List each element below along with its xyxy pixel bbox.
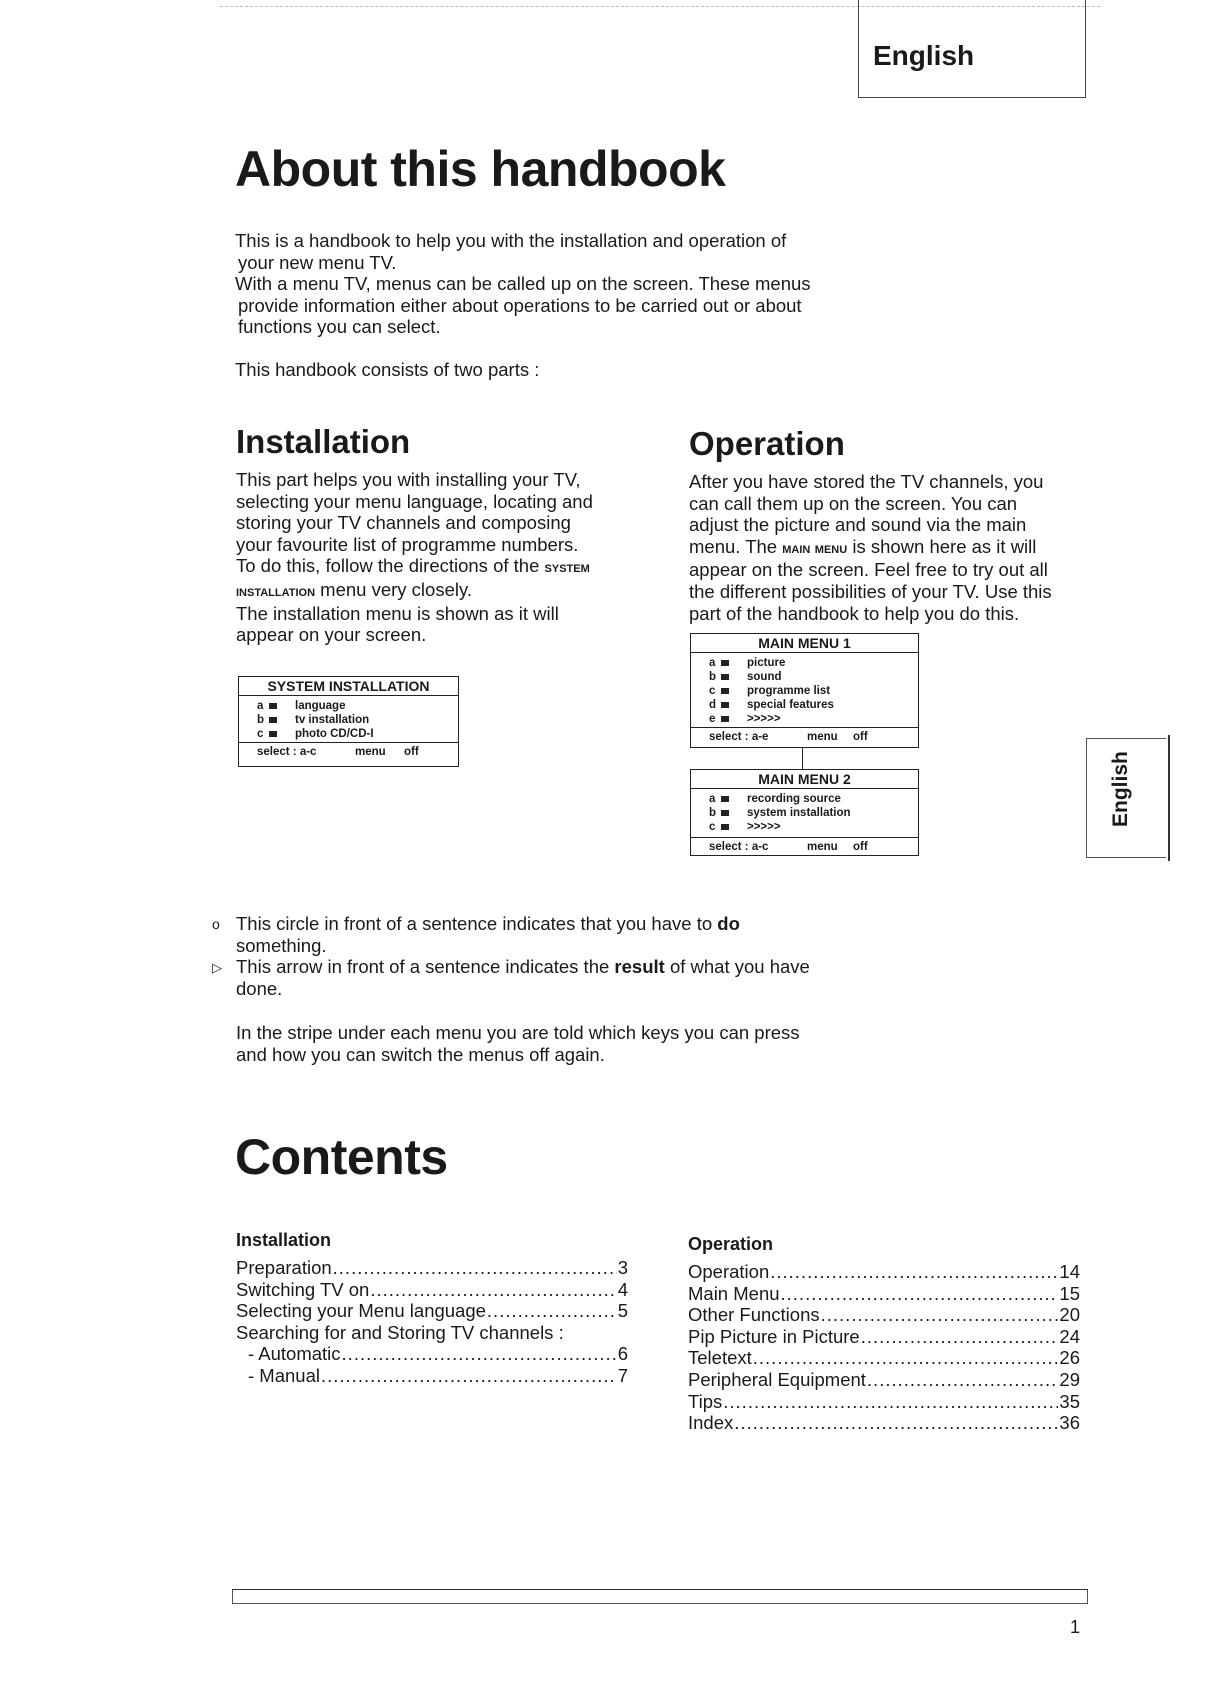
contents-operation — [688, 1234, 1080, 1434]
bullet-square-icon — [721, 796, 729, 802]
operation-line4-text: menu. The — [689, 535, 778, 557]
installation-line — [236, 555, 656, 579]
toc-entry-page: 15 — [1059, 1282, 1080, 1304]
circle-note-bold: do — [717, 913, 740, 934]
toc-entry-page: 24 — [1059, 1325, 1080, 1347]
toc-entry-label: Teletext — [688, 1347, 752, 1369]
arrow-note — [212, 956, 872, 999]
toc-entry-page: 36 — [1059, 1412, 1080, 1434]
toc-entry-page: 3 — [617, 1257, 628, 1278]
menu-item-key: b — [709, 807, 717, 819]
toc-entry-page: 29 — [1059, 1368, 1080, 1390]
installation-heading: Installation — [236, 423, 411, 460]
menu-item-key: b — [709, 671, 717, 683]
toc-leader — [487, 1300, 617, 1322]
menu-items — [691, 653, 918, 727]
toc-entry[interactable] — [688, 1304, 1080, 1326]
installation-keyword: installation — [236, 582, 316, 600]
operation-line — [689, 536, 1109, 560]
installation-line: This part helps you with installing your TV, — [236, 469, 581, 490]
arrow-note-rest: of what you have — [669, 956, 810, 977]
toc-entry-page: 35 — [1059, 1390, 1080, 1412]
toc-leader — [821, 1304, 1059, 1326]
circle-note — [212, 913, 872, 956]
operation-line: appear on the screen. Feel free to try out all — [689, 559, 1048, 581]
menu-footer-select: select : a-c — [257, 746, 317, 758]
toc-entry-label: Other Functions — [688, 1304, 820, 1326]
toc-entry-label: - Manual — [248, 1364, 320, 1386]
menu-items — [239, 696, 458, 742]
intro-paragraph — [235, 230, 855, 338]
toc-leader — [753, 1347, 1059, 1369]
toc-leader — [342, 1343, 617, 1365]
toc-leader — [321, 1365, 617, 1387]
system-keyword: system — [544, 559, 590, 577]
menu-footer — [239, 742, 458, 761]
menu-title: MAIN MENU 1 — [691, 634, 918, 653]
toc-entry[interactable] — [236, 1343, 628, 1365]
toc-entry-label: Selecting your Menu language — [236, 1300, 486, 1322]
page-number: 1 — [1070, 1617, 1081, 1637]
circle-icon: o — [212, 916, 220, 932]
toc-entry[interactable] — [688, 1347, 1080, 1369]
menu-item-key: c — [709, 685, 716, 697]
menu-item — [691, 684, 918, 698]
arrow-note-text: This arrow in front of a sentence indicates the — [236, 956, 610, 977]
toc-entry-page: 20 — [1059, 1304, 1080, 1326]
toc-entry-label: Tips — [688, 1390, 723, 1412]
main-menu-2 — [690, 769, 919, 856]
bullet-square-icon — [721, 716, 729, 722]
menu-title: SYSTEM INSTALLATION — [239, 677, 458, 696]
toc-leader — [723, 1391, 1058, 1413]
bullet-square-icon — [721, 810, 729, 816]
menu-footer-select: select : a-e — [709, 731, 769, 743]
menu-item-key: a — [709, 793, 716, 805]
bullet-square-icon — [721, 824, 729, 830]
operation-line4-rest: is shown here as it will — [852, 535, 1037, 557]
toc-entry-label: Main Menu — [688, 1282, 780, 1304]
stripe-note-line: In the stripe under each menu you are told which keys you can press — [236, 1022, 800, 1043]
system-installation-menu — [238, 676, 459, 767]
toc-leader — [770, 1261, 1058, 1283]
arrow-note-bold: result — [614, 956, 665, 977]
intro-line: provide information either about operations to be carried out or about — [238, 294, 802, 316]
bullet-square-icon — [721, 674, 729, 680]
toc-entry[interactable] — [688, 1283, 1080, 1305]
bullet-square-icon — [721, 702, 729, 708]
menu-item — [239, 727, 458, 741]
circle-note-text: This circle in front of a sentence indicates that you have to — [236, 913, 713, 934]
arrow-note-line1 — [236, 956, 872, 978]
menu-item-key: b — [257, 714, 265, 726]
menu-item-label: system installation — [747, 807, 851, 819]
side-language-tab — [1086, 738, 1166, 858]
toc-entry[interactable] — [236, 1300, 628, 1322]
toc-entry-page: 5 — [617, 1300, 628, 1322]
operation-heading: Operation — [689, 425, 845, 462]
menu-footer-off: off — [853, 731, 868, 743]
parts-line: This handbook consists of two parts : — [235, 359, 540, 380]
menu-footer-off: off — [853, 841, 868, 853]
toc-entry[interactable] — [236, 1365, 628, 1387]
toc-leader — [781, 1283, 1059, 1305]
operation-paragraph — [689, 471, 1109, 624]
main-menu-1 — [690, 633, 919, 748]
toc-entry-page: 26 — [1059, 1347, 1080, 1369]
language-tab-label: English — [873, 40, 975, 71]
toc-entry-label: Index — [688, 1412, 734, 1434]
toc-entry-page: 6 — [617, 1343, 628, 1365]
main-menu-keyword: main menu — [782, 539, 848, 557]
installation-line6-text: menu very closely. — [320, 578, 472, 600]
stripe-note-line: and how you can switch the menus off again. — [236, 1043, 605, 1065]
intro-line: With a menu TV, menus can be called up on the screen. These menus — [235, 273, 811, 295]
circle-note-line2: something. — [236, 934, 327, 956]
side-tab-label: English — [1109, 751, 1132, 827]
menu-item — [691, 820, 918, 834]
stripe-note — [236, 1022, 896, 1065]
arrow-note-line2: done. — [236, 977, 283, 999]
toc-leader — [867, 1369, 1059, 1391]
menu-footer-menu: menu — [807, 731, 838, 743]
menu-item-key: d — [709, 699, 717, 711]
toc-subheading-label: Searching for and Storing TV channels : — [236, 1321, 564, 1343]
contents-title: Contents — [235, 1129, 448, 1185]
toc-entry-label: Peripheral Equipment — [688, 1368, 866, 1390]
toc-entry[interactable] — [688, 1326, 1080, 1348]
menu-item-label: >>>>> — [747, 713, 781, 725]
installation-line: storing your TV channels and composing — [236, 512, 571, 534]
operation-line: can call them up on the screen. You can — [689, 492, 1018, 514]
toc-subheading — [236, 1322, 628, 1344]
toc-entry-label: Switching TV on — [236, 1278, 370, 1300]
operation-line: adjust the picture and sound via the main — [689, 514, 1027, 536]
menu-title: MAIN MENU 2 — [691, 770, 918, 789]
menu-item-label: tv installation — [295, 714, 370, 726]
language-tab — [858, 0, 1086, 98]
toc-entry-label: Operation — [688, 1261, 770, 1282]
toc-leader — [734, 1412, 1058, 1434]
toc-entry-label: Pip Picture in Picture — [688, 1325, 860, 1347]
installation-line: The installation menu is shown as it will — [236, 602, 559, 624]
menu-footer — [691, 837, 918, 856]
toc-entry[interactable] — [688, 1369, 1080, 1391]
toc-leader — [861, 1326, 1059, 1348]
intro-line: This is a handbook to help you with the installation and operation of — [235, 230, 787, 251]
bullet-square-icon — [721, 688, 729, 694]
contents-installation — [236, 1230, 628, 1387]
menu-item-label: programme list — [747, 685, 831, 697]
menu-item — [691, 792, 918, 806]
menu-item-label: picture — [747, 657, 786, 669]
circle-note-line1 — [236, 913, 872, 935]
menu-item-label: >>>>> — [747, 821, 781, 833]
footer-box — [232, 1590, 1088, 1604]
toc-entry-page: 14 — [1059, 1261, 1080, 1282]
toc-leader — [370, 1279, 616, 1301]
menu-item — [691, 670, 918, 684]
toc-entry-page: 4 — [617, 1278, 628, 1300]
toc-entry[interactable] — [688, 1391, 1080, 1413]
bullet-square-icon — [269, 703, 277, 709]
arrow-icon: ▷ — [212, 960, 222, 975]
menu-item — [691, 698, 918, 712]
toc-entry[interactable] — [236, 1279, 628, 1301]
menu-item — [239, 713, 458, 727]
installation-line: appear on your screen. — [236, 624, 427, 646]
menu-item — [239, 699, 458, 713]
toc-leader — [333, 1257, 617, 1279]
bullet-square-icon — [269, 717, 277, 723]
menu-item-key: e — [709, 713, 716, 725]
toc-entry-label: Preparation — [236, 1257, 332, 1278]
installation-line: selecting your menu language, locating and — [236, 490, 593, 512]
installation-paragraph — [236, 469, 656, 646]
bullet-square-icon — [269, 731, 277, 737]
installation-line: your favourite list of programme numbers. — [236, 533, 579, 555]
menu-items — [691, 789, 918, 837]
contents-operation-heading: Operation — [688, 1234, 774, 1254]
menu-item-label: recording source — [747, 793, 841, 805]
menu-footer-menu: menu — [807, 841, 838, 853]
menu-footer-off: off — [404, 746, 419, 758]
toc-entry-label: - Automatic — [248, 1343, 341, 1365]
menu-item — [691, 806, 918, 820]
toc-entry[interactable] — [688, 1261, 1080, 1283]
menu-item — [691, 656, 918, 670]
installation-line — [236, 579, 656, 603]
bullet-square-icon — [721, 660, 729, 666]
menu-item-key: c — [257, 728, 264, 740]
menu-item-label: special features — [747, 699, 834, 711]
menu-item — [691, 712, 918, 726]
operation-line: After you have stored the TV channels, you — [689, 471, 1044, 492]
contents-installation-heading: Installation — [236, 1230, 332, 1250]
menu-footer — [691, 727, 918, 746]
page-title: About this handbook — [235, 141, 726, 197]
menu-item-key: a — [709, 657, 716, 669]
intro-line: your new menu TV. — [238, 251, 397, 273]
menu-footer-select: select : a-c — [709, 841, 769, 853]
intro-line: functions you can select. — [238, 316, 441, 338]
menu-connector-line — [802, 748, 803, 769]
menu-item-label: language — [295, 700, 346, 712]
menu-item-key: c — [709, 821, 716, 833]
menu-item-key: a — [257, 700, 264, 712]
side-tab-edge — [1168, 735, 1170, 861]
installation-line5-text: To do this, follow the directions of the — [236, 555, 540, 577]
operation-line: the different possibilities of your TV. Use this — [689, 580, 1052, 602]
menu-footer-menu: menu — [355, 746, 386, 758]
toc-entry-page: 7 — [617, 1364, 628, 1386]
toc-entry[interactable] — [236, 1257, 628, 1279]
menu-item-label: sound — [747, 671, 782, 683]
toc-entry[interactable] — [688, 1412, 1080, 1434]
operation-line: part of the handbook to help you do this. — [689, 602, 1020, 624]
menu-item-label: photo CD/CD-I — [295, 728, 374, 740]
